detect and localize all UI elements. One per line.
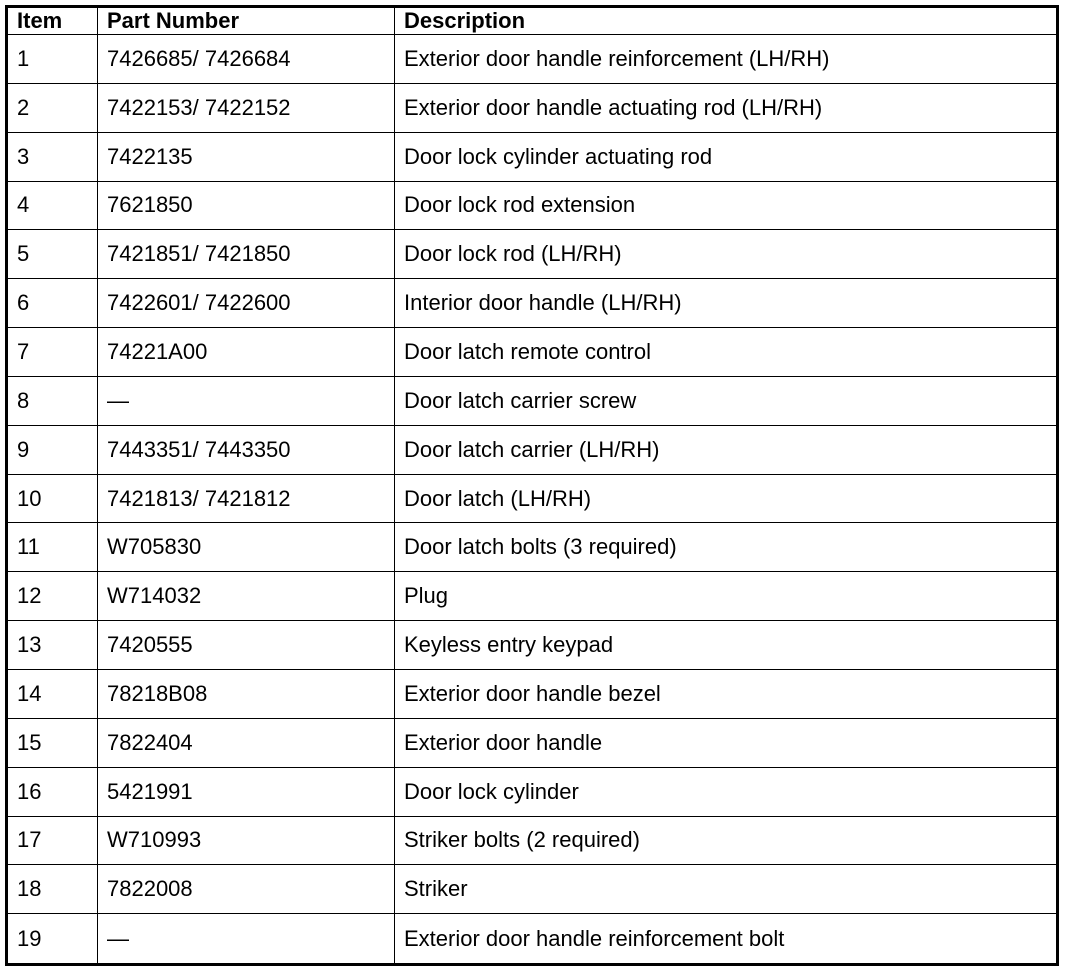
item-cell: 10 [7,474,98,523]
part-number-cell: 7822404 [98,718,395,767]
table-row [7,328,1058,377]
description-cell: Exterior door handle [395,718,1058,767]
part-number-cell: 7443351/ 7443350 [98,425,395,474]
description-cell: Door latch bolts (3 required) [395,523,1058,572]
description-cell: Door lock cylinder [395,767,1058,816]
column-header-item: Item [7,7,98,35]
table-row [7,523,1058,572]
table-row [7,230,1058,279]
item-cell: 11 [7,523,98,572]
description-cell: Door lock rod extension [395,181,1058,230]
description-cell: Interior door handle (LH/RH) [395,279,1058,328]
part-number-cell: 7421813/ 7421812 [98,474,395,523]
table-row [7,181,1058,230]
table-row [7,621,1058,670]
table-row [7,35,1058,84]
item-cell: 18 [7,865,98,914]
item-cell: 19 [7,914,98,965]
part-number-cell: W710993 [98,816,395,865]
part-number-cell: 78218B08 [98,669,395,718]
part-number-cell: 5421991 [98,767,395,816]
description-cell: Exterior door handle reinforcement (LH/RH) [395,35,1058,84]
column-header-description: Description [395,7,1058,35]
item-cell: 5 [7,230,98,279]
table-row [7,425,1058,474]
column-header-part-number: Part Number [98,7,395,35]
part-number-cell: 7420555 [98,621,395,670]
table-row [7,572,1058,621]
item-cell: 12 [7,572,98,621]
table-row [7,669,1058,718]
table-row [7,767,1058,816]
item-cell: 16 [7,767,98,816]
item-cell: 3 [7,132,98,181]
item-cell: 4 [7,181,98,230]
table-row [7,718,1058,767]
table-body [7,35,1058,965]
item-cell: 15 [7,718,98,767]
table-header-row [7,7,1058,35]
item-cell: 17 [7,816,98,865]
part-number-cell: 7422135 [98,132,395,181]
description-cell: Door latch carrier (LH/RH) [395,425,1058,474]
description-cell: Striker bolts (2 required) [395,816,1058,865]
parts-table [5,5,1059,966]
part-number-cell: W705830 [98,523,395,572]
description-cell: Exterior door handle bezel [395,669,1058,718]
part-number-cell: W714032 [98,572,395,621]
item-cell: 1 [7,35,98,84]
item-cell: 7 [7,328,98,377]
table-row [7,816,1058,865]
description-cell: Keyless entry keypad [395,621,1058,670]
part-number-cell: 7621850 [98,181,395,230]
table-row [7,279,1058,328]
part-number-cell: 7822008 [98,865,395,914]
part-number-cell: 7422153/ 7422152 [98,83,395,132]
part-number-cell: — [98,376,395,425]
item-cell: 9 [7,425,98,474]
description-cell: Door latch (LH/RH) [395,474,1058,523]
part-number-cell: 7421851/ 7421850 [98,230,395,279]
description-cell: Door lock cylinder actuating rod [395,132,1058,181]
table-row [7,83,1058,132]
table-row [7,914,1058,965]
table-row [7,132,1058,181]
table-row [7,474,1058,523]
part-number-cell: 7422601/ 7422600 [98,279,395,328]
description-cell: Door latch carrier screw [395,376,1058,425]
description-cell: Exterior door handle actuating rod (LH/RH) [395,83,1058,132]
table-row [7,865,1058,914]
part-number-cell: — [98,914,395,965]
description-cell: Exterior door handle reinforcement bolt [395,914,1058,965]
part-number-cell: 7426685/ 7426684 [98,35,395,84]
part-number-cell: 74221A00 [98,328,395,377]
description-cell: Door lock rod (LH/RH) [395,230,1058,279]
item-cell: 2 [7,83,98,132]
description-cell: Door latch remote control [395,328,1058,377]
description-cell: Striker [395,865,1058,914]
description-cell: Plug [395,572,1058,621]
item-cell: 14 [7,669,98,718]
table-row [7,376,1058,425]
item-cell: 6 [7,279,98,328]
item-cell: 8 [7,376,98,425]
item-cell: 13 [7,621,98,670]
